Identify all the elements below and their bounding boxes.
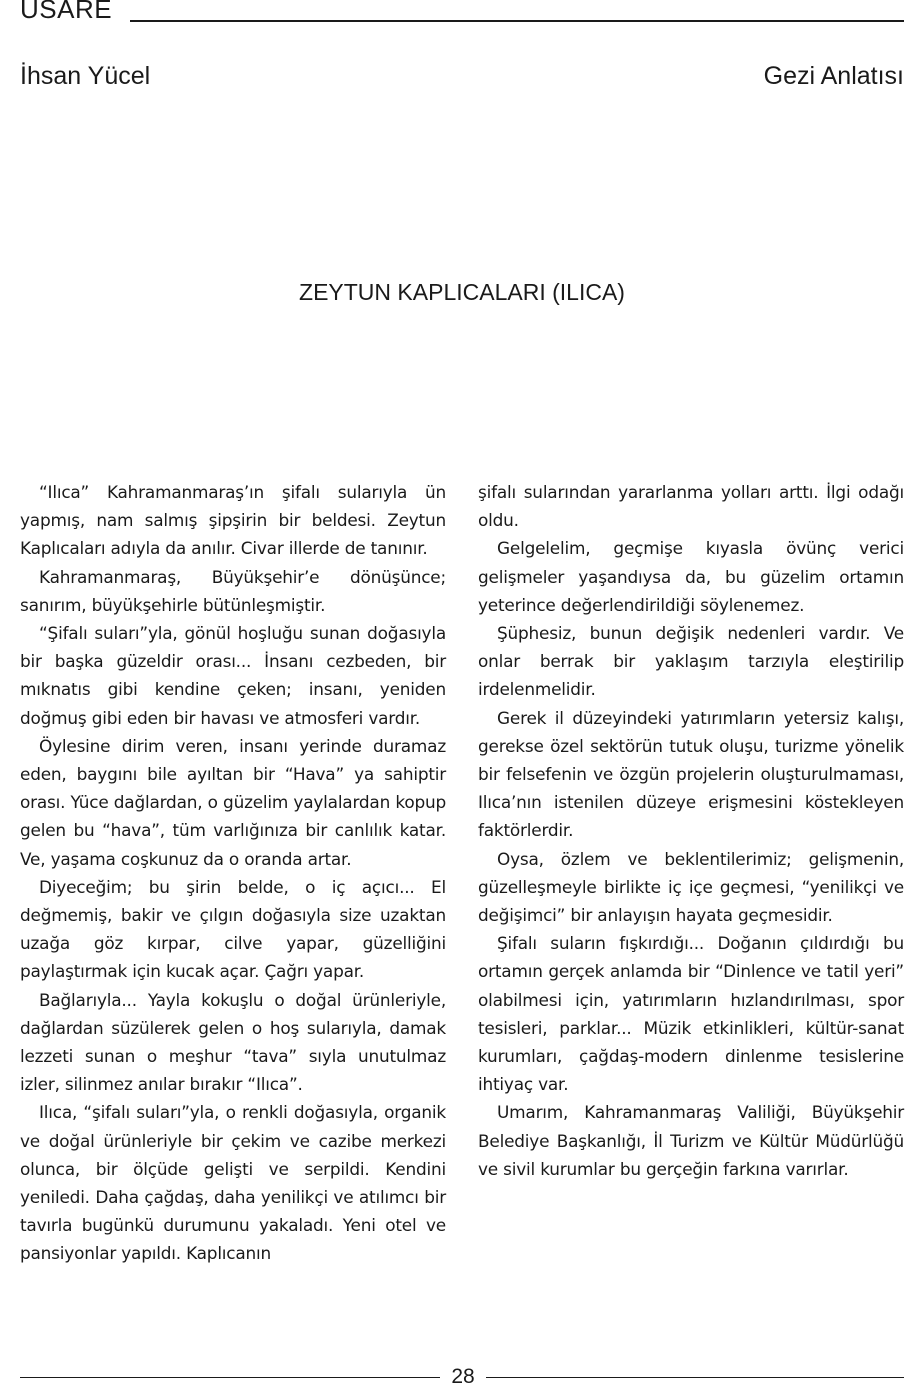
paragraph: Oysa, özlem ve beklentilerimiz; gelişmenin, güzelleşmeyle birlikte iç içe geçmesi, “yenilikçi ve değişimci” bir anlayışın hayata geçmesidir. [478, 848, 904, 926]
paragraph: Diyeceğim; bu şirin belde, o iç açıcı... El değmemiş, bakir ve çılgın doğasıyla size uzaktan uzağa göz kırpar, cilve yapar, güzelliğini paylaştırmak için kucak açar. Çağrı yapar. [20, 876, 446, 982]
paragraph: “Şifalı suları”yla, gönül hoşluğu sunan doğasıyla bir başka güzeldir orası... İnsanı cezbeden, bir mıknatıs gibi kendine çeken; insanı, yeniden doğmuş gibi eden bir havası ve atmosferi vardır. [20, 623, 446, 728]
paragraph: Bağlarıyla... Yayla kokuşlu o doğal ürünleriyle, dağlardan süzülerek gelen o hoş sularıyla, damak lezzeti sunan o meşhur “tava” sıyla unutulmaz izler, silinmez anılar bırakır “Ilıca”. [20, 989, 446, 1095]
paragraph: Umarım, Kahramanmaraş Valiliği, Büyükşehir Belediye Başkanlığı, İl Turizm ve Kültür Müdürlüğü ve sivil kurumlar bu gerçeğin farkına varırlar. [478, 1102, 904, 1179]
left-column [20, 478, 446, 1268]
paragraph-continued: şifalı sularından yararlanma yolları arttı. İlgi odağı oldu. [478, 482, 904, 531]
paragraph: Kahramanmaraş, Büyükşehir’e dönüşünce; sanırım, büyükşehirle bütünleşmiştir. [20, 566, 446, 615]
paragraph: Gelgelelim, geçmişe kıyasla övünç verici gelişmeler yaşandıysa da, bu güzelim ortamın yeterince değerlendirildiği söylenemez. [478, 538, 904, 615]
header-rule [130, 20, 904, 22]
paragraph: “Ilıca” Kahramanmaraş’ın şifalı sularıyla ün yapmış, nam salmış şipşirin bir beldesi. Zeytun Kaplıcaları adıyla da anılır. Civar illerde de tanınır. [20, 482, 446, 559]
section-genre: Gezi Anlatısı [763, 62, 904, 90]
page-number: 28 [451, 1365, 475, 1388]
right-column [478, 478, 904, 1183]
article-title: ZEYTUN KAPLICALARI (ILICA) [299, 279, 625, 306]
paragraph: Şifalı suların fışkırdığı... Doğanın çıldırdığı bu ortamın gerçek anlamda bir “Dinlence ve tatil yeri” olabilmesi için, yatırımların hızlandırılması, spor tesisleri, parklar... Müzik etkinlikleri, kültür-sanat kurumları, çağdaş-modern dinlenme tesislerine ihtiyaç var. [478, 933, 904, 1095]
magazine-name: USARE [20, 0, 113, 24]
footer-rule-left [20, 1377, 440, 1378]
paragraph: Ilıca, “şifalı suları”yla, o renkli doğasıyla, organik ve doğal ürünleriyle bir çekim ve cazibe merkezi olunca, bir ölçüde gelişti ve serpildi. Kendini yeniledi. Daha çağdaş, daha yenilikçi ve atılımcı bir tavırla bugünkü durumunu yakaladı. Yeni otel ve pansiyonlar yapıldı. Kaplıcanın [20, 1102, 446, 1264]
paragraph: Şüphesiz, bunun değişik nedenleri vardır. Ve onlar berrak bir yaklaşım tarzıyla eleştirilip irdelenmelidir. [478, 623, 904, 700]
paragraph: Öylesine dirim veren, insanı yerinde duramaz eden, baygını bile ayıltan bir “Hava” ya sahiptir orası. Yüce dağlardan, o güzelim yaylalardan kopup gelen bu “hava”, tüm varlığınıza bir canlılık katar. Ve, yaşama coşkunuz da o oranda artar. [20, 735, 446, 869]
author-name: İhsan Yücel [20, 62, 151, 90]
footer-rule-right [486, 1377, 904, 1378]
paragraph: Gerek il düzeyindeki yatırımların yetersiz kalışı, gerekse özel sektörün tutuk oluşu, turizme yönelik bir felsefenin ve özgün projelerin oluşturulmaması, Ilıca’nın istenilen düzeye erişmesini köstekleyen faktörlerdir. [478, 707, 904, 841]
